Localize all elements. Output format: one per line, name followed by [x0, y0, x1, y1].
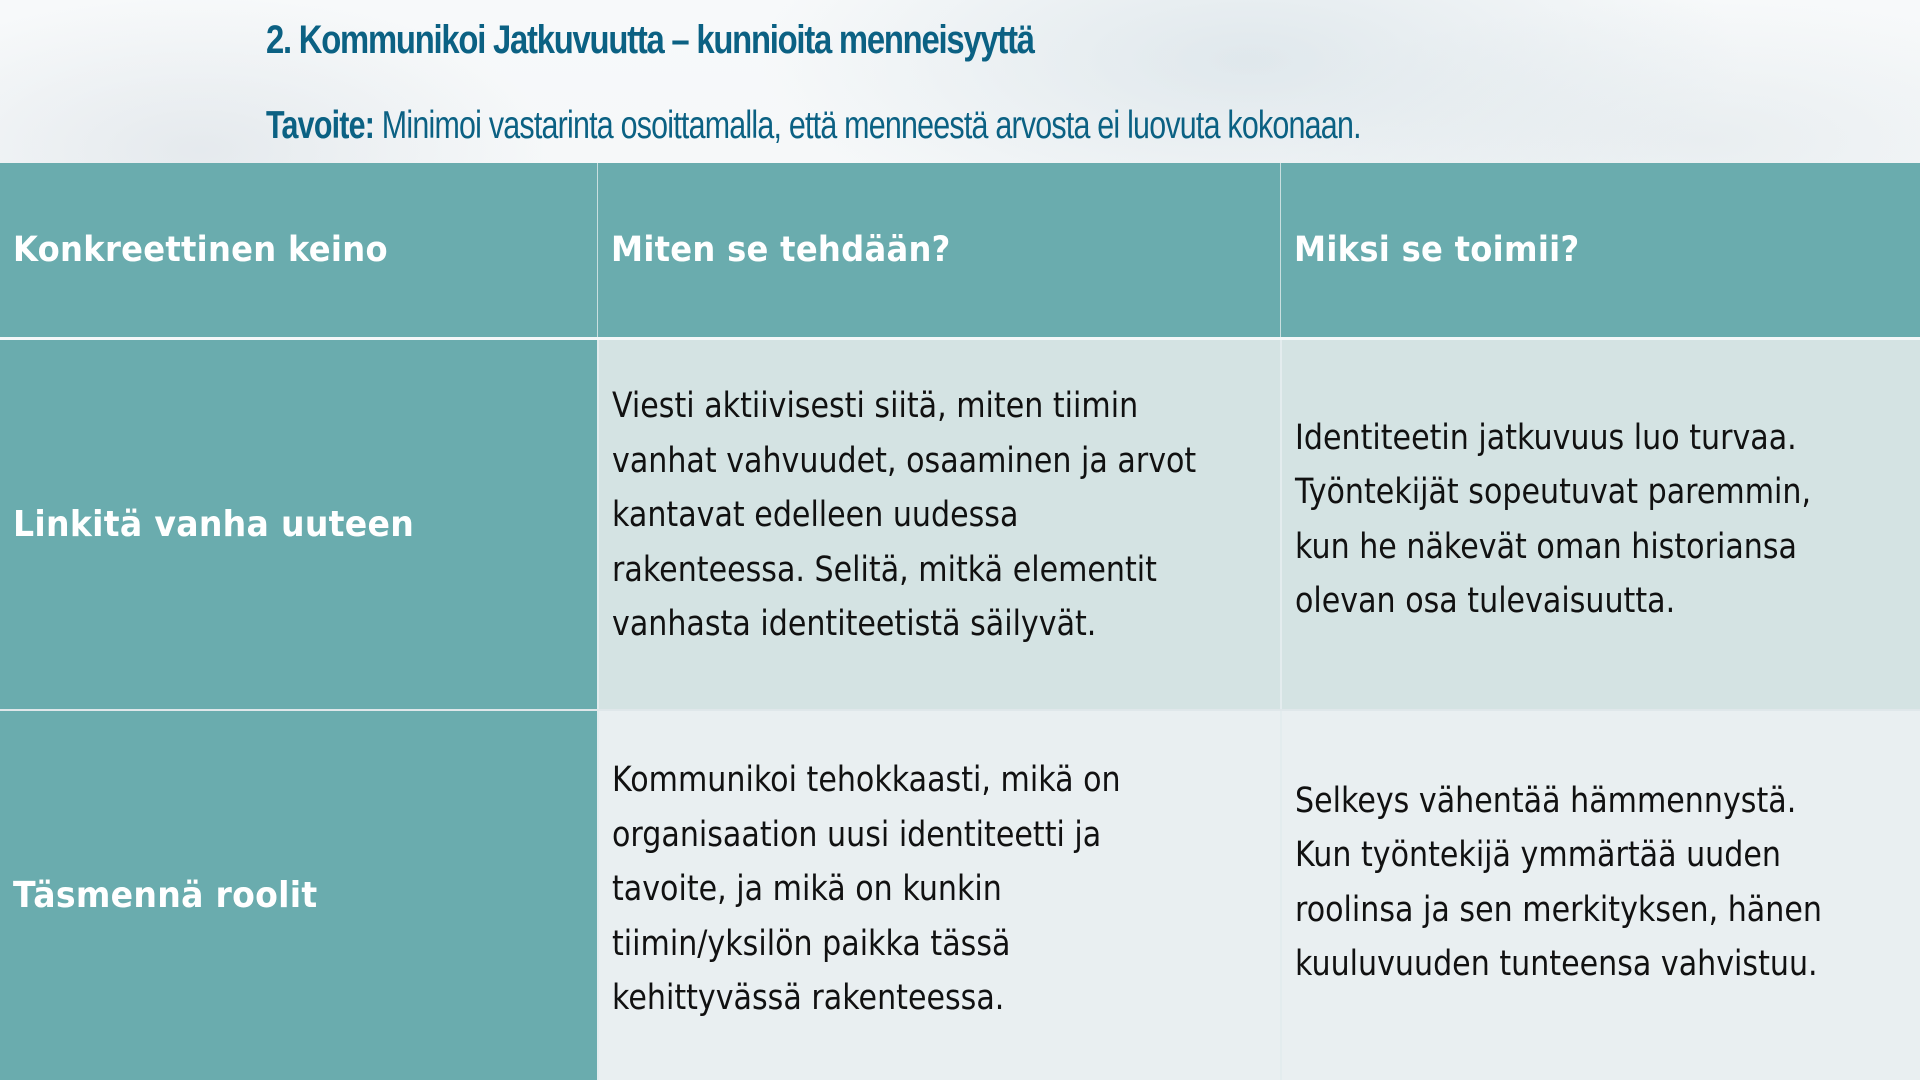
header-label: Miten se tehdään?: [611, 230, 951, 270]
goal-text: Minimoi vastarinta osoittamalla, että menneestä arvosta ei luovuta kokonaan.: [374, 104, 1361, 147]
text-line: vanhat vahvuudet, osaaminen ja arvot: [612, 440, 1197, 481]
text-line: tavoite, ja mikä on kunkin: [612, 869, 1002, 910]
why-cell: [1280, 340, 1920, 709]
how-cell: [597, 711, 1280, 1080]
how-text: [612, 753, 1121, 1026]
strategy-table: [0, 163, 1920, 1080]
table-row: [0, 340, 1920, 711]
table-row: [0, 711, 1920, 1080]
why-cell: [1280, 711, 1920, 1080]
slide-title: 2. Kommunikoi Jatkuvuutta – kunnioita menneisyyttä: [266, 18, 1034, 62]
method-label: Täsmennä roolit: [13, 875, 318, 916]
header-label: Miksi se toimii?: [1294, 230, 1580, 270]
header-cell-method: [0, 163, 597, 337]
method-label: Linkitä vanha uuteen: [13, 504, 415, 545]
text-line: kantavat edelleen uudessa: [612, 495, 1019, 536]
method-cell: [0, 340, 597, 709]
text-line: vanhasta identiteetistä säilyvät.: [612, 604, 1097, 645]
goal-label: Tavoite:: [266, 104, 375, 147]
why-text: [1295, 774, 1822, 992]
how-cell: [597, 340, 1280, 709]
why-text: [1295, 411, 1811, 629]
text-line: kuuluvuuden tunteensa vahvistuu.: [1295, 944, 1818, 984]
text-line: Työntekijät sopeutuvat paremmin,: [1295, 472, 1812, 512]
header-cell-why: [1280, 163, 1920, 337]
header-cell-how: [597, 163, 1280, 337]
header-label: Konkreettinen keino: [13, 230, 388, 270]
text-line: kun he näkevät oman historiansa: [1295, 526, 1797, 567]
slide-goal: [266, 104, 1361, 148]
text-line: Selkeys vähentää hämmennystä.: [1295, 780, 1797, 821]
text-line: Kommunikoi tehokkaasti, mikä on: [612, 760, 1121, 801]
text-line: organisaation uusi identiteetti ja: [612, 814, 1102, 855]
text-line: olevan osa tulevaisuutta.: [1295, 581, 1676, 621]
text-line: Kun työntekijä ymmärtää uuden: [1295, 835, 1781, 875]
text-line: kehittyvässä rakenteessa.: [612, 978, 1005, 1019]
text-line: Viesti aktiivisesti siitä, miten tiimin: [612, 386, 1139, 427]
text-line: Identiteetin jatkuvuus luo turvaa.: [1295, 417, 1797, 458]
how-text: [612, 379, 1196, 652]
text-line: tiimin/yksilön paikka tässä: [612, 923, 1011, 964]
table-header-row: [0, 163, 1920, 337]
text-line: roolinsa ja sen merkityksen, hänen: [1295, 889, 1822, 930]
method-cell: [0, 711, 597, 1080]
text-line: rakenteessa. Selitä, mitkä elementit: [612, 549, 1157, 590]
